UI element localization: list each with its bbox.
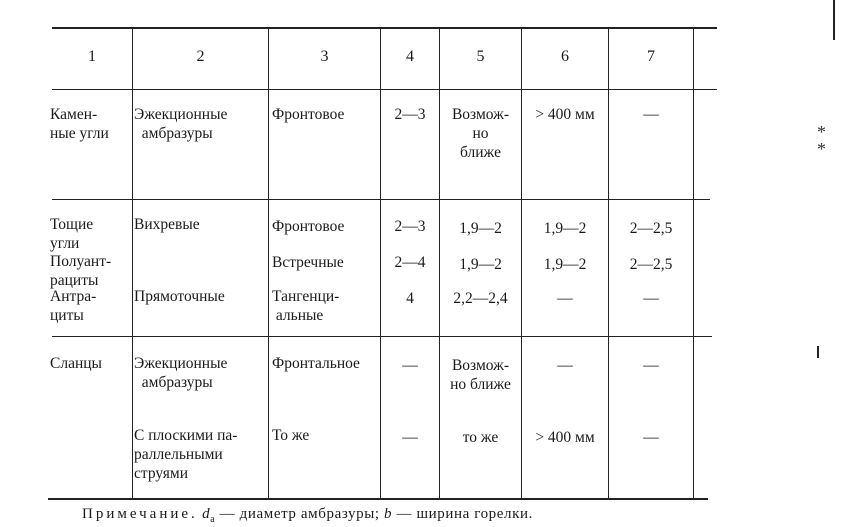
- header-bottom-rule: [52, 89, 717, 90]
- header-col-3: 3: [320, 48, 329, 65]
- row6-col7: —: [643, 429, 659, 446]
- row3-col6: 1,9—2: [543, 256, 587, 273]
- header-col-5: 5: [476, 48, 485, 65]
- b-definition: — ширина горелки.: [392, 506, 533, 522]
- row2-arrangement: Фронтовое: [272, 218, 345, 235]
- row3-col4: 2—4: [394, 254, 426, 271]
- row6-col4: —: [402, 429, 418, 446]
- row2-col5: 1,9—2: [459, 220, 502, 237]
- margin-tick: [817, 346, 819, 358]
- header-col-4: 4: [406, 48, 414, 65]
- row2-col4: 2—3: [394, 218, 426, 235]
- row5-col5: Возмож- но ближе: [450, 357, 511, 393]
- row5-arrangement: Фронтальное: [272, 355, 360, 372]
- row6-col6: > 400 мм: [535, 429, 595, 446]
- margin-star-1: *: [817, 122, 826, 142]
- row1-col7: —: [643, 106, 659, 123]
- row6-arrangement: То же: [272, 427, 310, 444]
- row1-fuel: Камен- ные угли: [50, 106, 109, 142]
- header-col-2: 2: [196, 48, 205, 65]
- row3-arrangement: Встречные: [272, 254, 344, 271]
- row1-col5: Возмож- но ближе: [451, 106, 510, 161]
- margin-star-2: *: [817, 139, 826, 159]
- row1-col4: 2—3: [394, 106, 426, 123]
- table-bottom-rule: [48, 498, 708, 500]
- row4-col5: 2,2—2,4: [453, 290, 508, 307]
- row2-col6: 1,9—2: [543, 220, 587, 237]
- row3-col7: 2—2,5: [629, 256, 673, 273]
- row5-col4: —: [402, 357, 418, 374]
- row1-arrangement: Фронтовое: [272, 106, 345, 123]
- row6-col5: то же: [462, 429, 499, 446]
- row5-col7: —: [643, 357, 659, 374]
- d-definition: — диаметр амбразуры;: [215, 506, 380, 522]
- group-rule-2: [52, 336, 712, 337]
- row3-fuel: Полуант- рациты: [50, 253, 112, 289]
- row4-col4: 4: [406, 290, 414, 307]
- row5-col6: —: [557, 357, 573, 374]
- footnote-label: Примечание.: [82, 506, 198, 522]
- row5-burner: Эжекционные амбразуры: [134, 355, 228, 391]
- column-divider-2: [268, 28, 269, 498]
- row2-col7: 2—2,5: [629, 220, 673, 237]
- row1-col6: > 400 мм: [535, 106, 595, 123]
- header-col-6: 6: [561, 48, 569, 65]
- row4-arrangement: Тангенци- альные: [272, 288, 340, 324]
- row2-fuel: Тощие угли: [50, 216, 94, 252]
- header-col-1: 1: [88, 48, 96, 65]
- row3-col5: 1,9—2: [459, 256, 502, 273]
- row1-burner: Эжекционные амбразуры: [134, 106, 228, 142]
- page-edge-line: [833, 0, 835, 40]
- header-col-7: 7: [647, 48, 655, 65]
- row2-burner: Вихревые: [134, 216, 200, 233]
- row4-col6: —: [557, 290, 573, 307]
- row4-burner: Прямоточные: [134, 288, 225, 305]
- d-subscript: a: [210, 514, 216, 525]
- b-symbol: b: [384, 506, 393, 522]
- row4-col7: —: [643, 290, 659, 307]
- table-top-rule: [52, 27, 717, 29]
- row4-fuel: Антра- циты: [50, 288, 97, 324]
- column-divider-7: [693, 28, 694, 498]
- row6-burner: С плоскими па- раллельными струями: [134, 427, 238, 482]
- table-footnote: [82, 506, 533, 525]
- d-symbol: d: [202, 506, 211, 522]
- row5-fuel: Сланцы: [50, 355, 102, 372]
